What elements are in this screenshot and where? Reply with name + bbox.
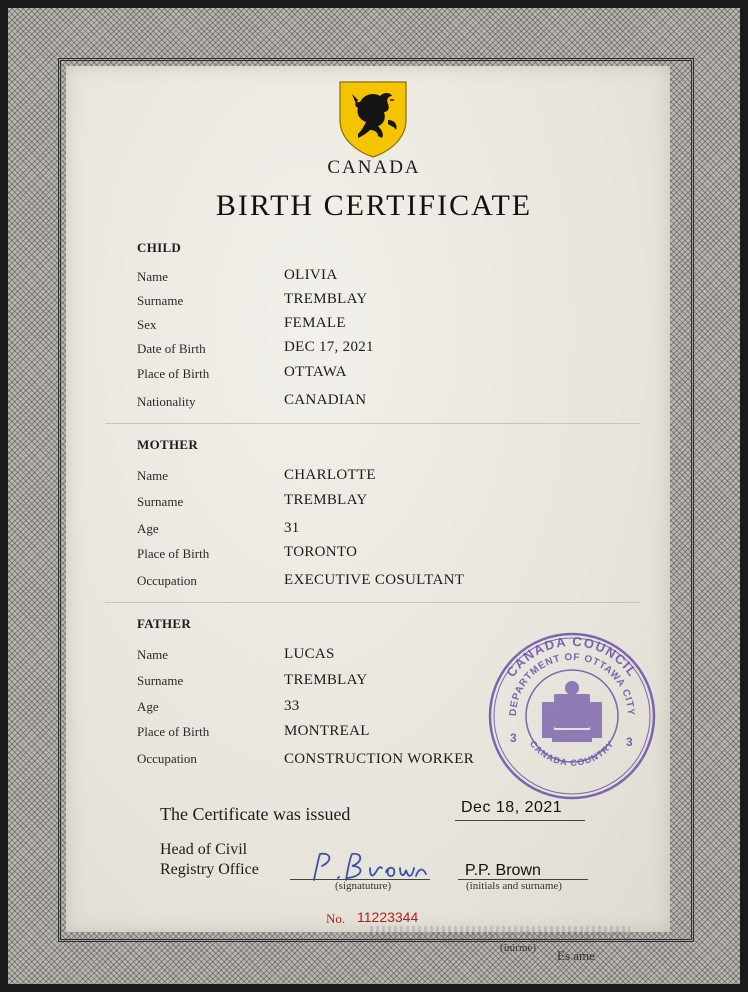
issued-statement: The Certificate was issued	[160, 804, 351, 824]
child-sex-label: Sex	[137, 317, 157, 332]
mother-age-label: Age	[137, 521, 159, 536]
mother-surname-value: TREMBLAY	[284, 492, 368, 508]
signature-caption: (signatuture)	[335, 880, 392, 892]
father-age-label: Age	[137, 699, 159, 714]
seal-outer-text: CANADA COUNCIL	[503, 633, 641, 680]
seal-inner-text: DEPARTMENT OF OTTAWA CITY	[507, 651, 637, 717]
office-title-line2: Registry Office	[160, 861, 259, 878]
child-sex-value: FEMALE	[284, 315, 346, 331]
child-section-heading: CHILD	[137, 240, 182, 255]
father-occupation-value: CONSTRUCTION WORKER	[284, 751, 475, 767]
child-name-value: OLIVIA	[284, 267, 338, 283]
seal-right-number: 3	[626, 735, 633, 749]
child-name-label: Name	[137, 269, 169, 284]
seal-coat-of-arms-icon	[542, 681, 602, 742]
mother-name-label: Name	[137, 468, 169, 483]
father-surname-label: Surname	[137, 673, 184, 688]
country-name: CANADA	[327, 157, 421, 178]
father-birthplace-value: MONTREAL	[284, 723, 370, 739]
mother-birthplace-label: Place of Birth	[137, 546, 210, 561]
signer-name: P.P. Brown	[465, 862, 541, 879]
svg-text:CANADA COUNTRY	[528, 739, 616, 768]
child-nationality-value: CANADIAN	[284, 392, 367, 408]
child-surname-label: Surname	[137, 293, 184, 308]
section-divider	[105, 602, 640, 603]
child-birthplace-value: OTTAWA	[284, 364, 347, 380]
seal-bottom-text: CANADA COUNTRY	[527, 738, 617, 768]
mother-section-heading: MOTHER	[137, 437, 199, 452]
faded-text-strip	[370, 926, 630, 940]
mother-occupation-label: Occupation	[137, 573, 197, 588]
child-dob-value: DEC 17, 2021	[284, 339, 374, 355]
child-nationality-label: Nationality	[137, 394, 196, 409]
office-title-line1: Head of Civil	[160, 841, 248, 858]
father-surname-value: TREMBLAY	[284, 672, 368, 688]
official-seal-stamp	[486, 630, 658, 802]
signer-caption: (initials and surname)	[466, 880, 562, 892]
certificate-number-label: No.	[326, 911, 346, 926]
child-dob-label: Date of Birth	[137, 341, 206, 356]
certificate-number: 11223344	[357, 909, 419, 925]
section-divider	[105, 423, 640, 424]
mother-name-value: CHARLOTTE	[284, 467, 376, 483]
father-name-label: Name	[137, 647, 169, 662]
issue-date: Dec 18, 2021	[461, 799, 563, 816]
faded-caption: (inirme)	[500, 942, 537, 954]
coat-of-arms-shield-icon	[338, 80, 408, 158]
seal-left-number: 3	[510, 731, 517, 745]
mother-surname-label: Surname	[137, 494, 184, 509]
father-section-heading: FATHER	[137, 616, 192, 631]
mother-age-value: 31	[284, 520, 300, 536]
father-age-value: 33	[284, 698, 300, 714]
father-name-value: LUCAS	[284, 646, 335, 662]
father-birthplace-label: Place of Birth	[137, 724, 210, 739]
mother-birthplace-value: TORONTO	[284, 544, 358, 560]
child-surname-value: TREMBLAY	[284, 291, 368, 307]
faded-text: Es ame	[557, 948, 595, 963]
father-occupation-label: Occupation	[137, 751, 197, 766]
mother-occupation-value: EXECUTIVE COSULTANT	[284, 572, 465, 588]
date-underline	[455, 820, 585, 821]
child-birthplace-label: Place of Birth	[137, 366, 210, 381]
document-title: BIRTH CERTIFICATE	[215, 189, 533, 222]
